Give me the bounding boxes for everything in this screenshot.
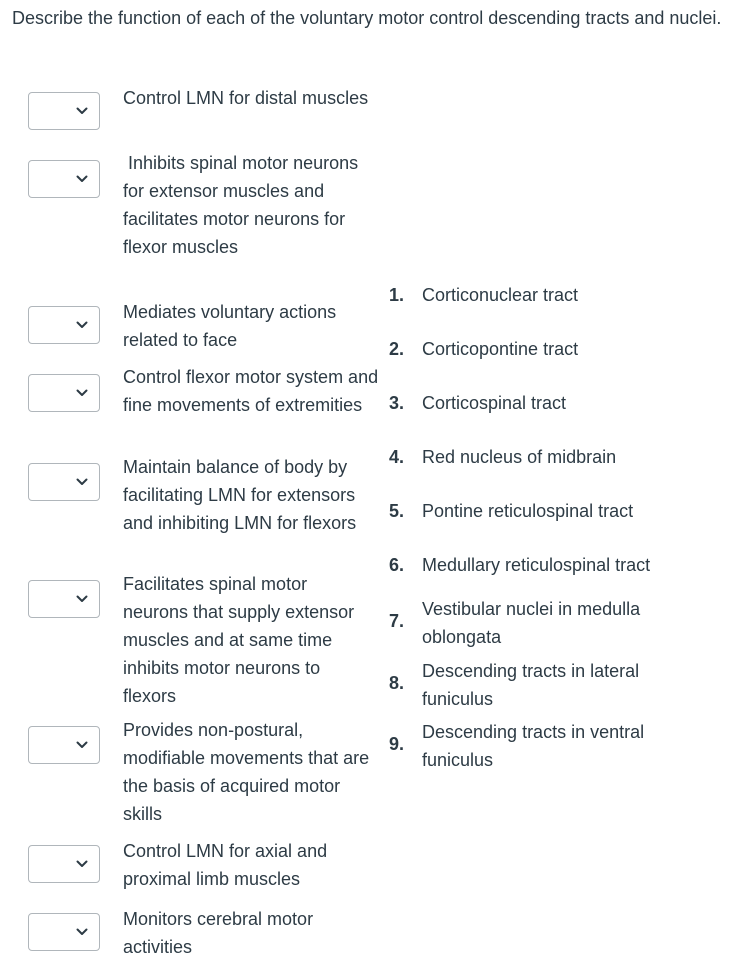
match-description: Control LMN for distal muscles	[123, 88, 369, 108]
answer-text: Pontine reticulospinal tract	[422, 501, 634, 521]
answer-number: 5.	[389, 501, 405, 521]
match-select[interactable]	[28, 306, 100, 344]
match-select[interactable]	[28, 160, 100, 198]
answer-text: Vestibular nuclei in medulla oblongata	[422, 599, 641, 647]
chevron-down-icon	[76, 595, 88, 603]
match-description: Facilitates spinal motor neurons that supply extensor muscles and at same time inhibits motor neurons to flexors	[123, 574, 355, 706]
match-select[interactable]	[28, 845, 100, 883]
match-select[interactable]	[28, 92, 100, 130]
answer-text: Corticospinal tract	[422, 393, 567, 413]
chevron-down-icon	[76, 321, 88, 329]
match-select[interactable]	[28, 374, 100, 412]
answer-text: Corticopontine tract	[422, 339, 579, 359]
chevron-down-icon	[76, 389, 88, 397]
answer-number: 1.	[389, 285, 405, 305]
match-select[interactable]	[28, 463, 100, 501]
chevron-down-icon	[76, 928, 88, 936]
match-description: Monitors cerebral motor activities	[123, 909, 314, 957]
answer-text: Descending tracts in lateral funiculus	[422, 661, 640, 709]
answer-text: Corticonuclear tract	[422, 285, 579, 305]
chevron-down-icon	[76, 107, 88, 115]
answer-text: Red nucleus of midbrain	[422, 447, 617, 467]
answer-number: 7.	[389, 611, 405, 631]
chevron-down-icon	[76, 175, 88, 183]
answer-text: Medullary reticulospinal tract	[422, 555, 651, 575]
match-description: Provides non-postural, modifiable movements that are the basis of acquired motor skills	[123, 720, 370, 824]
match-description: Maintain balance of body by facilitating LMN for extensors and inhibiting LMN for flexors	[123, 457, 357, 533]
chevron-down-icon	[76, 478, 88, 486]
match-description: Control LMN for axial and proximal limb muscles	[123, 841, 328, 889]
match-description: Mediates voluntary actions related to face	[123, 302, 337, 350]
chevron-down-icon	[76, 860, 88, 868]
answer-number: 9.	[389, 734, 405, 754]
answer-text: Descending tracts in ventral funiculus	[422, 722, 645, 770]
answer-number: 8.	[389, 673, 405, 693]
match-description: Inhibits spinal motor neurons for extensor muscles and facilitates motor neurons for flexor muscles	[123, 153, 364, 257]
match-select[interactable]	[28, 580, 100, 618]
match-description: Control flexor motor system and fine movements of extremities	[123, 367, 379, 415]
question-text: Describe the function of each of the voluntary motor control descending tracts and nuclei.	[12, 8, 722, 28]
match-select[interactable]	[28, 913, 100, 951]
chevron-down-icon	[76, 741, 88, 749]
answer-number: 2.	[389, 339, 405, 359]
match-select[interactable]	[28, 726, 100, 764]
answer-number: 3.	[389, 393, 405, 413]
answer-number: 6.	[389, 555, 405, 575]
answer-number: 4.	[389, 447, 405, 467]
